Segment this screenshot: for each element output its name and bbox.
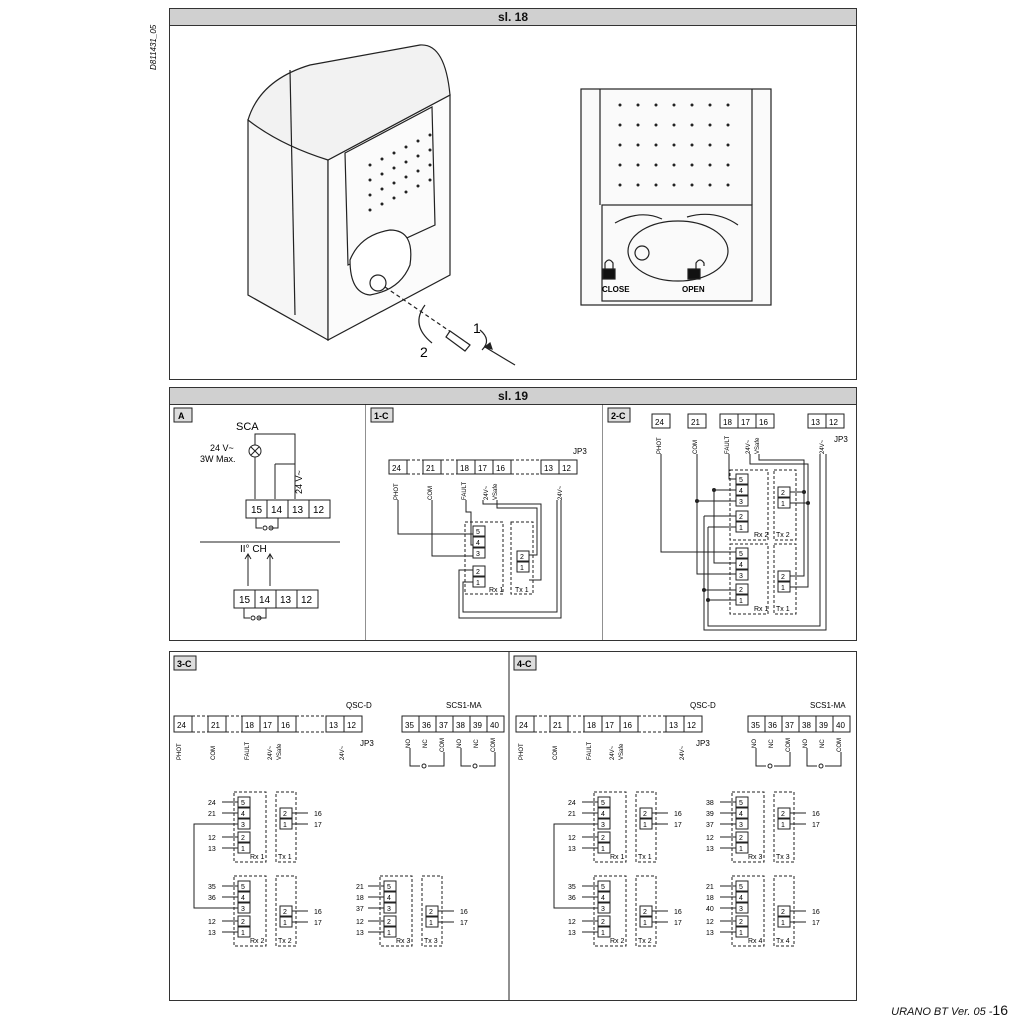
v3c-24v-b: 24V~ [340,745,346,760]
rx2-2: 2 [739,514,743,521]
sv3c-com2: COM [491,738,497,752]
rx4-label-4c: Rx 4 [748,938,763,945]
diagram-2C [604,404,856,640]
v4c-24v: 24V~ [610,745,616,760]
sv3c-no2: NO [457,739,463,748]
motor-unit-3d [248,45,450,340]
t2c-18: 18 [723,418,732,427]
v2c-24v: 24V~ [746,439,752,454]
rx2-1: 1 [739,525,743,532]
rx1-3: 3 [739,573,743,580]
h4-2: 2 [739,919,743,926]
g3-2: 2 [387,919,391,926]
t2c-21: 21 [691,418,700,427]
g3-5: 5 [387,884,391,891]
wiring-2c [661,454,826,630]
rx3-label-3c: Rx 3 [396,938,411,945]
ch-label: II° CH [240,544,267,555]
h1t-1: 1 [643,822,647,829]
t4c-24: 24 [519,721,528,730]
h3-3: 3 [739,822,743,829]
s4c-40: 40 [836,721,845,730]
h2t-1: 1 [643,920,647,927]
t2c-17: 17 [741,418,750,427]
h4-l18: 18 [706,895,714,902]
rx1c-4: 4 [476,540,480,547]
g1-5: 5 [241,800,245,807]
sv4c-com2: COM [837,738,843,752]
h2-l12: 12 [568,919,576,926]
s3c-39: 39 [473,721,482,730]
step-label-2: 2 [420,344,428,360]
s4c-37: 37 [785,721,794,730]
t4c-13: 13 [669,721,678,730]
tag-A: A [178,411,185,421]
g1-l13: 13 [208,846,216,853]
rx1-label-3c: Rx 1 [250,854,265,861]
h1-l21: 21 [568,811,576,818]
v3c-vsafe: VSafe [277,743,283,760]
junction-dots-2c [695,488,810,602]
h1-l13: 13 [568,846,576,853]
rx3-tx3-group-3c [368,876,454,946]
page-footer [891,1002,1008,1018]
diagram-1C [367,404,603,640]
h2-5: 5 [601,884,605,891]
g3-r17: 17 [460,920,468,927]
v1c-phot: PHOT [394,483,400,500]
t3c-24: 24 [177,721,186,730]
tx4-label-4c: Tx 4 [776,938,790,945]
g2-1: 1 [241,930,245,937]
jp3-label-2c: JP3 [834,435,848,444]
rx2-label-4c: Rx 2 [610,938,625,945]
sv4c-com: COM [786,738,792,752]
s4c-38: 38 [802,721,811,730]
rx1c-5: 5 [476,529,480,536]
tag-4C: 4-C [517,659,532,669]
t1c-12: 12 [562,464,571,473]
h4-l40: 40 [706,906,714,913]
g1-2: 2 [241,835,245,842]
g3-l37: 37 [356,906,364,913]
close-label: CLOSE [602,285,630,294]
t4c-16: 16 [623,721,632,730]
h4-3: 3 [739,906,743,913]
v2c-24v-b: 24V~ [820,439,826,454]
h1-3: 3 [601,822,605,829]
h4-l12: 12 [706,919,714,926]
key-icon [446,331,470,351]
tag-1C: 1-C [374,411,389,421]
lamp-icon [249,434,295,499]
t2c-13: 13 [811,418,820,427]
h2-l13: 13 [568,930,576,937]
sca-label: SCA [236,421,259,433]
a2-term-13: 13 [280,595,292,606]
a2-term-12: 12 [301,595,313,606]
tx1c-1: 1 [520,565,524,572]
a2-term-15: 15 [239,595,251,606]
qsc-label-3c: QSC-D [346,701,372,710]
wiring-1c [398,500,561,618]
rx3-tx3-group-4c [720,792,806,862]
tx1c-2: 2 [520,554,524,561]
t2c-16: 16 [759,418,768,427]
g1-r16: 16 [314,811,322,818]
t3c-17: 17 [263,721,272,730]
sv3c-no: NO [406,739,412,748]
v2c-fault: FAULT [725,435,731,454]
v3c-com: COM [211,746,217,760]
g3-1: 1 [387,930,391,937]
page-number: 16 [992,1002,1008,1018]
h1-r17: 17 [674,822,682,829]
g1-r17: 17 [314,822,322,829]
sv3c-com: COM [440,738,446,752]
document-code-text: D811431_05 [149,24,158,70]
footer-text: URANO BT Ver. 05 - [891,1006,993,1018]
tag-2C: 2-C [611,411,626,421]
v2c-vsafe: VSafe [755,437,761,454]
rx1c-label: Rx 1 [489,587,504,594]
t2c-24: 24 [655,418,664,427]
g3t-2: 2 [429,909,433,916]
rx2-4: 4 [739,488,743,495]
diagram-3C [170,652,510,1000]
h3-1: 1 [739,846,743,853]
sl18-title: sl. 18 [170,9,856,26]
v2c-phot: PHOT [657,437,663,454]
g3-3: 3 [387,906,391,913]
h2-r17: 17 [674,920,682,927]
t1c-18: 18 [460,464,469,473]
h1-4: 4 [601,811,605,818]
g2-r16: 16 [314,909,322,916]
tx3-label-4c: Tx 3 [776,854,790,861]
h3-r17: 17 [812,822,820,829]
tag-3C: 3-C [177,659,192,669]
h2-2: 2 [601,919,605,926]
t1c-21: 21 [426,464,435,473]
a-vertical-label: 24 V~ [294,470,304,494]
t4c-17: 17 [605,721,614,730]
v3c-phot: PHOT [177,743,183,760]
h3t-1: 1 [781,822,785,829]
rx1c-2: 2 [476,569,480,576]
rx1-1: 1 [739,598,743,605]
t1c-24: 24 [392,464,401,473]
h3-4: 4 [739,811,743,818]
scs-label-4c: SCS1-MA [810,701,846,710]
a-term-14: 14 [271,505,283,516]
v4c-com: COM [553,746,559,760]
g3-l21: 21 [356,884,364,891]
insert-arrow [485,347,515,365]
h4t-2: 2 [781,909,785,916]
rx2-label: Rx 2 [754,532,769,539]
rx1c-3: 3 [476,551,480,558]
g2-l36: 36 [208,895,216,902]
t2c-12: 12 [829,418,838,427]
g2-l35: 35 [208,884,216,891]
rx1c-1: 1 [476,580,480,587]
h4-r16: 16 [812,909,820,916]
h1-2: 2 [601,835,605,842]
tx1-1: 1 [781,585,785,592]
g2t-1: 1 [283,920,287,927]
terminal-strip-3c [174,716,504,732]
a-term-12: 12 [313,505,325,516]
jp3-label-3c: JP3 [360,739,374,748]
g3-r16: 16 [460,909,468,916]
g2t-2: 2 [283,909,287,916]
h4-l13: 13 [706,930,714,937]
scs-relay-switches-3c [410,748,495,768]
g1-1: 1 [241,846,245,853]
h2-l36: 36 [568,895,576,902]
t1c-13: 13 [544,464,553,473]
h4t-1: 1 [781,920,785,927]
t3c-18: 18 [245,721,254,730]
g2-l12: 12 [208,919,216,926]
tx1c-label: Tx 1 [515,587,529,594]
s4c-35: 35 [751,721,760,730]
document-code [146,12,160,72]
tx2-label-4c: Tx 2 [638,938,652,945]
t4c-21: 21 [553,721,562,730]
v1c-fault: FAULT [462,481,468,500]
s4c-39: 39 [819,721,828,730]
g3-l13: 13 [356,930,364,937]
h2-3: 3 [601,906,605,913]
sl19-title: sl. 19 [170,388,856,405]
h1-5: 5 [601,800,605,807]
t4c-18: 18 [587,721,596,730]
h4-1: 1 [739,930,743,937]
g1-4: 4 [241,811,245,818]
v4c-fault: FAULT [587,741,593,760]
h1t-2: 2 [643,811,647,818]
g2-4: 4 [241,895,245,902]
panel-sl18 [169,8,857,380]
t3c-16: 16 [281,721,290,730]
sv4c-nc2: NC [820,739,826,748]
a-term-15: 15 [251,505,263,516]
s3c-37: 37 [439,721,448,730]
s3c-40: 40 [490,721,499,730]
scs-label-3c: SCS1-MA [446,701,482,710]
rx1-label-4c: Rx 1 [610,854,625,861]
t3c-12: 12 [347,721,356,730]
jp3-label-4c: JP3 [696,739,710,748]
rotation-arrow-2 [419,305,432,343]
h3-l38: 38 [706,800,714,807]
h3-l39: 39 [706,811,714,818]
g2-2: 2 [241,919,245,926]
h2-l35: 35 [568,884,576,891]
v1c-24v: 24V~ [484,485,490,500]
sv3c-nc: NC [423,739,429,748]
jp3-label-1c: JP3 [573,447,587,456]
h1-1: 1 [601,846,605,853]
g1-l21: 21 [208,811,216,818]
g1-l24: 24 [208,800,216,807]
s3c-38: 38 [456,721,465,730]
rx2-tx2-group-4c [582,876,668,946]
h2-1: 1 [601,930,605,937]
g3-l12: 12 [356,919,364,926]
h3-2: 2 [739,835,743,842]
h4-4: 4 [739,895,743,902]
g1t-1: 1 [283,822,287,829]
h4-r17: 17 [812,920,820,927]
h3-l37: 37 [706,822,714,829]
tx1-2: 2 [781,574,785,581]
rx1-2: 2 [739,587,743,594]
g1-l12: 12 [208,835,216,842]
tx3-label-3c: Tx 3 [424,938,438,945]
tx2-2: 2 [781,490,785,497]
open-label: OPEN [682,285,705,294]
g2-5: 5 [241,884,245,891]
g1t-2: 2 [283,811,287,818]
lamp-voltage: 24 V~ [210,443,234,453]
tx2-label: Tx 2 [776,532,790,539]
v4c-phot: PHOT [519,743,525,760]
h3-l13: 13 [706,846,714,853]
terminal-strip-4c [516,716,850,732]
lamp-power: 3W Max. [200,454,236,464]
g3-l18: 18 [356,895,364,902]
scs-relay-switches-4c [756,748,841,768]
h2-r16: 16 [674,909,682,916]
v1c-24v-b: 24V~ [558,485,564,500]
tx1-label-4c: Tx 1 [638,854,652,861]
rx1-label-2c: Rx 1 [754,606,769,613]
rx2-tx2-group-3c [222,876,308,946]
rx2-label-3c: Rx 2 [250,938,265,945]
v1c-com: COM [428,486,434,500]
tx1-label-2c: Tx 1 [776,606,790,613]
h3-r16: 16 [812,811,820,818]
rx2-3: 3 [739,499,743,506]
sl18-illustration [170,25,856,379]
h2-4: 4 [601,895,605,902]
g1-3: 3 [241,822,245,829]
sv4c-no2: NO [803,739,809,748]
qsc-label-4c: QSC-D [690,701,716,710]
tx1-label-3c: Tx 1 [278,854,292,861]
v1c-vsafe: VSafe [493,483,499,500]
g2-r17: 17 [314,920,322,927]
v3c-fault: FAULT [245,741,251,760]
h1-r16: 16 [674,811,682,818]
h3-5: 5 [739,800,743,807]
h1-l12: 12 [568,835,576,842]
t4c-12: 12 [687,721,696,730]
t3c-13: 13 [329,721,338,730]
step-label-1: 1 [473,320,481,336]
s4c-36: 36 [768,721,777,730]
diagram-A [170,404,366,640]
s3c-36: 36 [422,721,431,730]
v4c-24v-b: 24V~ [680,745,686,760]
rx4-tx4-group-4c [720,876,806,946]
g3-4: 4 [387,895,391,902]
t3c-21: 21 [211,721,220,730]
sv3c-nc2: NC [474,739,480,748]
g3t-1: 1 [429,920,433,927]
g2-3: 3 [241,906,245,913]
h3t-2: 2 [781,811,785,818]
h3-l12: 12 [706,835,714,842]
v2c-com: COM [693,440,699,454]
rx3-label-4c: Rx 3 [748,854,763,861]
tx2-1: 1 [781,501,785,508]
sv4c-no: NO [752,739,758,748]
tx2-label-3c: Tx 2 [278,938,292,945]
s3c-35: 35 [405,721,414,730]
h4-l21: 21 [706,884,714,891]
g2-l13: 13 [208,930,216,937]
sv4c-nc: NC [769,739,775,748]
v4c-vsafe: VSafe [619,743,625,760]
t1c-16: 16 [496,464,505,473]
h4-5: 5 [739,884,743,891]
h1-l24: 24 [568,800,576,807]
rx1-5: 5 [739,551,743,558]
rx2-5: 5 [739,477,743,484]
h2t-2: 2 [643,909,647,916]
a2-term-14: 14 [259,595,271,606]
v3c-24v: 24V~ [268,745,274,760]
diagram-4C [510,652,856,1000]
rx1-4: 4 [739,562,743,569]
a-term-13: 13 [292,505,304,516]
t1c-17: 17 [478,464,487,473]
